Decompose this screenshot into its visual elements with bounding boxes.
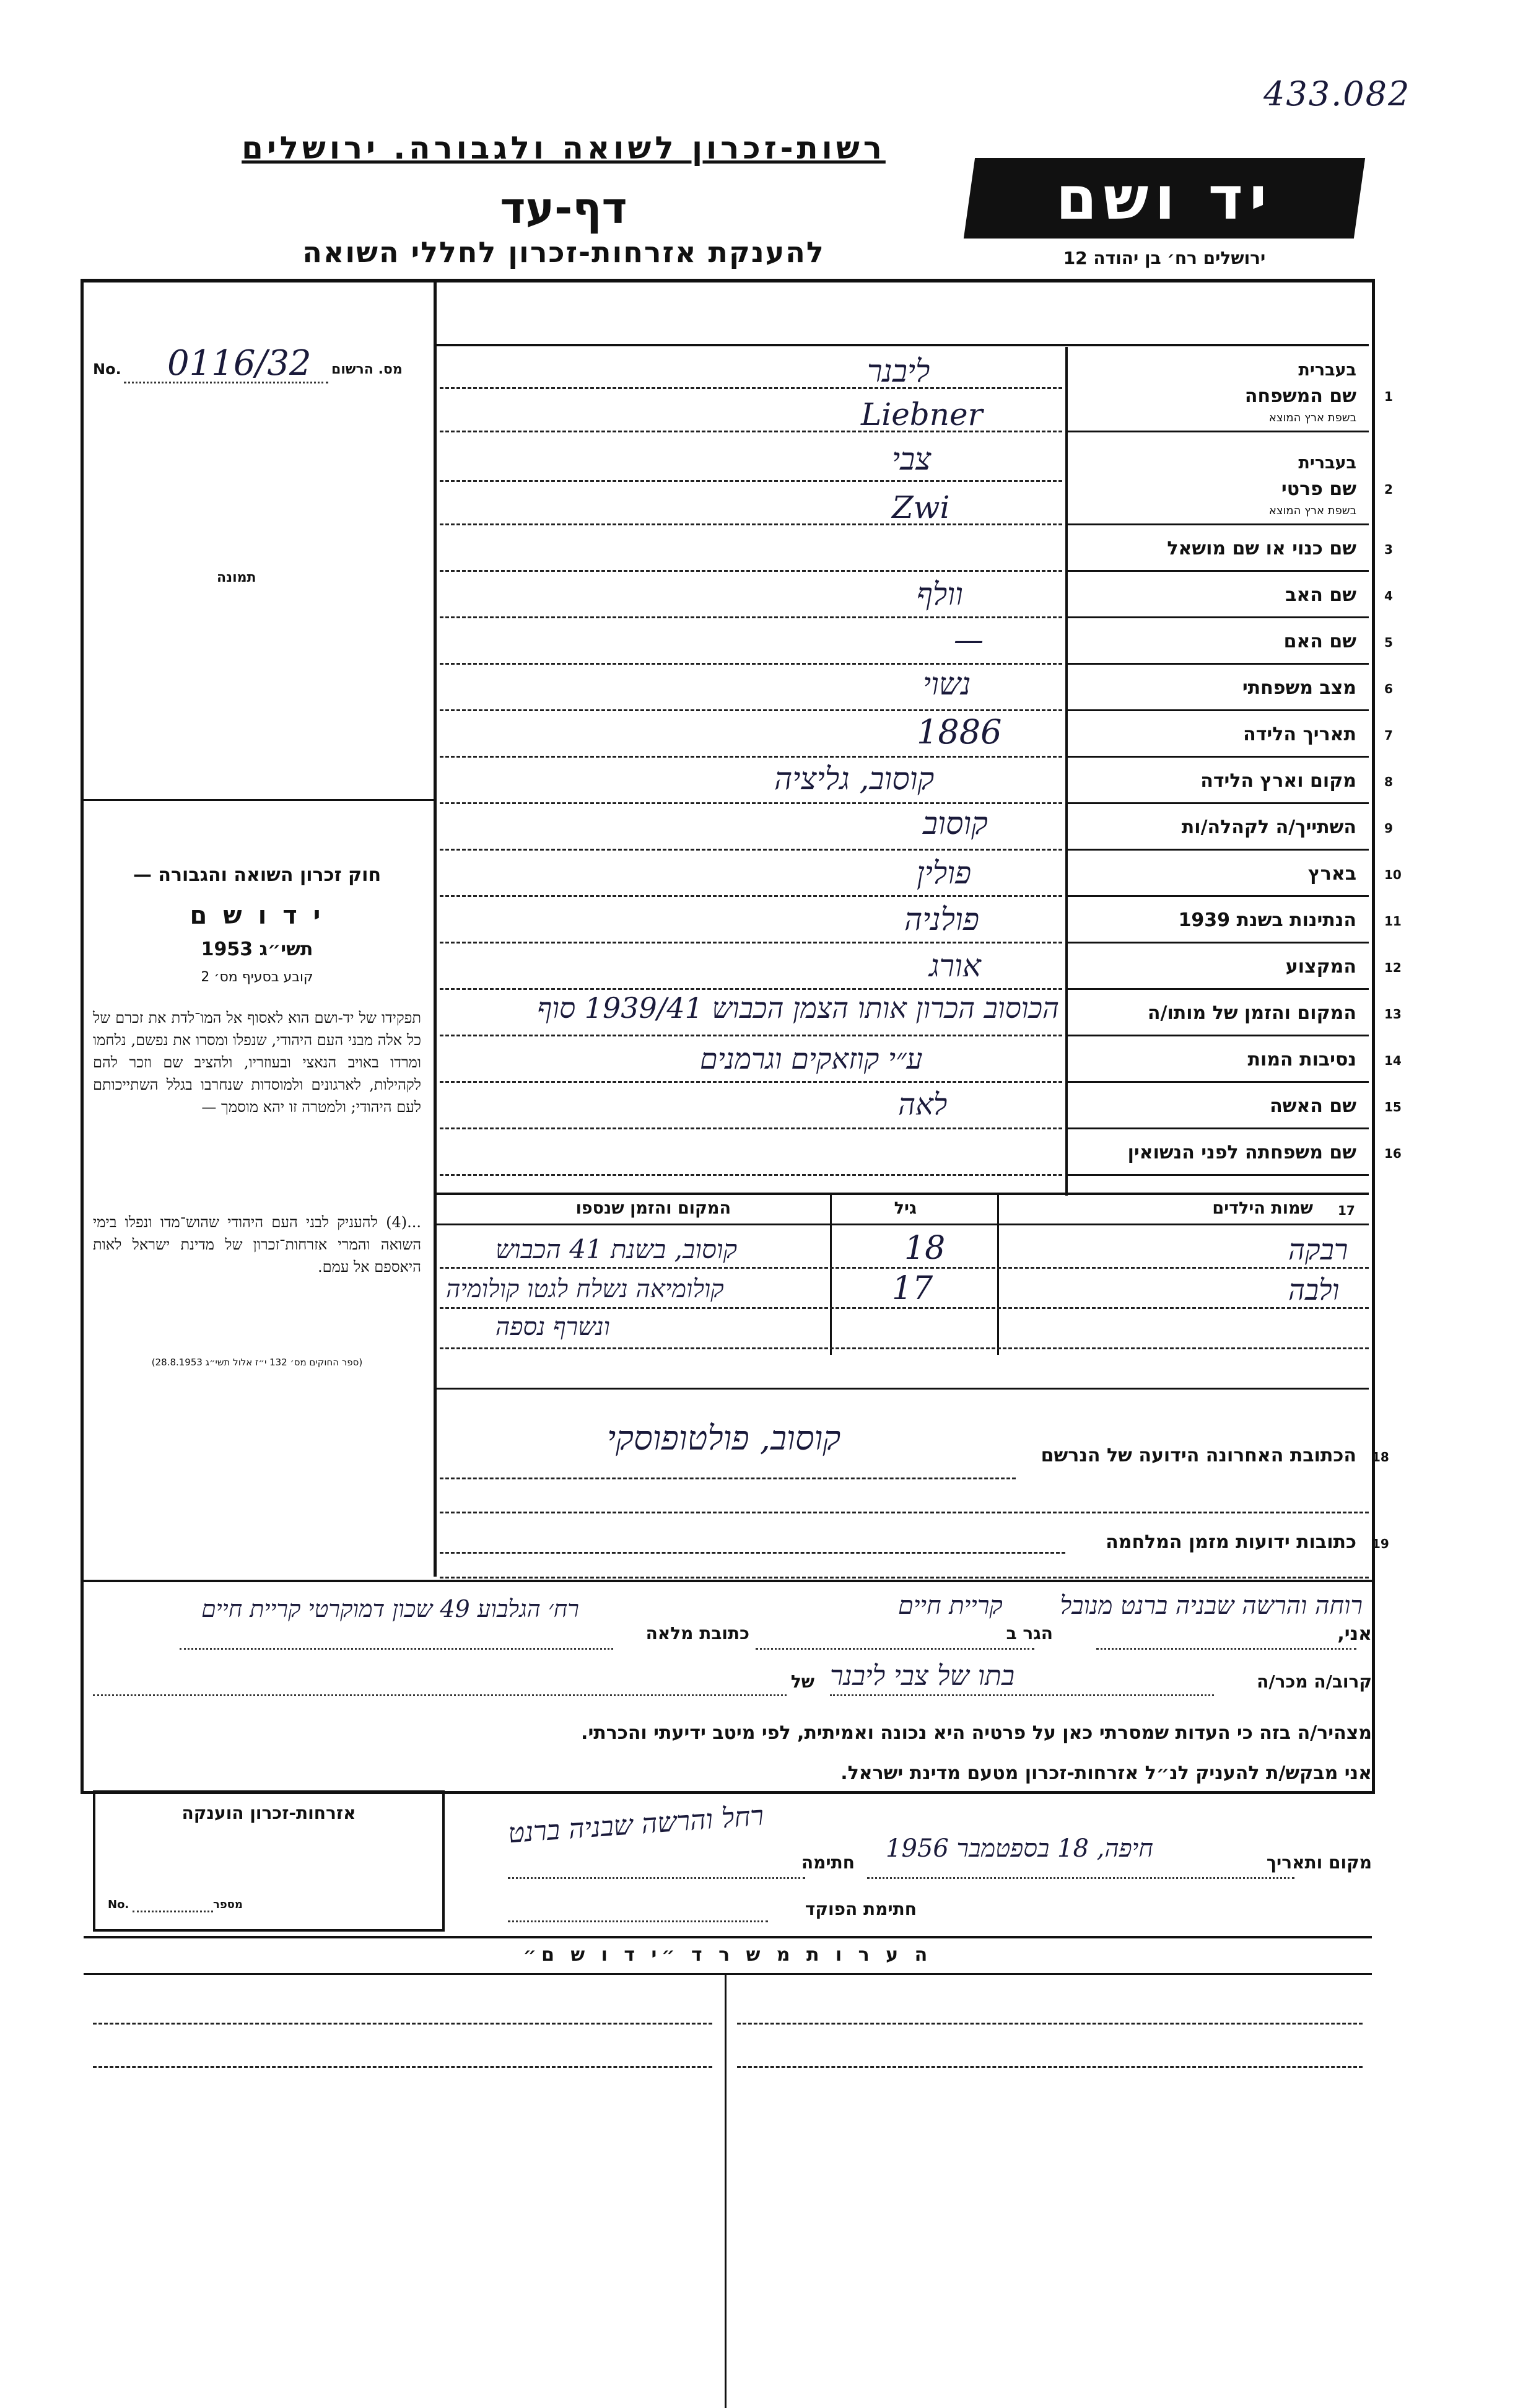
- field-8-number: 8: [1384, 774, 1393, 789]
- law-clause: קובע בסעיף מס׳ 2: [201, 970, 313, 985]
- field-5-number: 5: [1384, 635, 1393, 650]
- signature-label: חתימה: [801, 1852, 855, 1873]
- logo-address: ירושלים רח׳ בן יהודה 12: [1063, 248, 1266, 268]
- logo-text: יד ושם: [1055, 164, 1273, 233]
- field-2-value-hebrew[interactable]: צבי: [892, 441, 932, 477]
- field-1-number: 1: [1384, 389, 1393, 404]
- child-2-place-extra[interactable]: ונשרף נספה: [495, 1313, 610, 1341]
- children-col-place: המקום והזמן שנספו: [575, 1199, 731, 1218]
- field-12-value[interactable]: אורג: [929, 948, 981, 984]
- label-column-divider: [1065, 347, 1068, 1196]
- field-2-label: שם פרטי: [1281, 478, 1356, 500]
- field-5-label: שם האם: [1283, 631, 1356, 652]
- grant-box-no-label: No.: [108, 1898, 129, 1911]
- field-17-number: 17: [1338, 1203, 1355, 1218]
- field-1-value-hebrew[interactable]: ליבנר: [867, 353, 930, 389]
- field-10-label: בארץ: [1307, 863, 1356, 885]
- yad-vashem-logo: [964, 158, 1365, 239]
- field-4-label: שם האב: [1285, 584, 1356, 606]
- field-14-number: 14: [1384, 1053, 1402, 1068]
- left-column-divider: [434, 282, 437, 1577]
- field-3-label: שם כנוי או שם מושאל: [1167, 538, 1356, 559]
- field-9-number: 9: [1384, 821, 1393, 836]
- declaration-request: אני מבקש/ת להעניק לנ״ל אזרחות-זכרון מטעם מדינת ישראל.: [840, 1762, 1372, 1784]
- declarant-city[interactable]: קריית חיים: [898, 1591, 1003, 1620]
- law-title: חוק זכרון השואה והגבורה —: [133, 864, 382, 886]
- children-col-age: גיל: [894, 1199, 917, 1218]
- field-18-value[interactable]: קוסוב, פולטופוסקי: [607, 1419, 841, 1458]
- of-label: של: [790, 1671, 814, 1692]
- field-1-sub-origin: בשפת ארץ המוצא: [1268, 411, 1356, 424]
- declarant-address[interactable]: רח׳ הגלבוע 49 שכון דמוקרטי קריית חיים: [201, 1595, 579, 1622]
- field-13-label: המקום והזמן של מותו/ה: [1147, 1002, 1356, 1024]
- field-2-value-origin[interactable]: Zwi: [892, 489, 950, 525]
- field-13-value[interactable]: הכוסוב הכרון אותו הצמן הכבוש 1939/41 סוף: [537, 991, 1059, 1025]
- field-11-value[interactable]: פולניה: [904, 901, 980, 937]
- law-footnote: (ספר החוקים מס׳ 132 י״ז אלול תשי״ג 28.8.1953): [151, 1357, 363, 1368]
- field-4-number: 4: [1384, 589, 1393, 603]
- field-6-value[interactable]: נשוי: [923, 666, 971, 702]
- relative-value[interactable]: בתו של צבי ליבנר: [830, 1660, 1015, 1692]
- field-10-value[interactable]: פולין: [917, 855, 972, 891]
- children-col-names: שמות הילדים: [1212, 1199, 1313, 1218]
- field-11-number: 11: [1384, 914, 1402, 929]
- field-18-number: 18: [1372, 1450, 1389, 1465]
- field-6-number: 6: [1384, 681, 1393, 696]
- field-19-label: כתובות ידועות מזמן המלחמה: [1106, 1531, 1356, 1553]
- field-4-value[interactable]: וולף: [917, 576, 963, 612]
- child-1-age[interactable]: 18: [904, 1230, 946, 1267]
- field-15-label: שם האשה: [1270, 1095, 1356, 1117]
- grant-box: [93, 1790, 445, 1932]
- field-13-number: 13: [1384, 1007, 1402, 1022]
- registration-label: מס. הרשום: [331, 362, 403, 377]
- field-12-label: המקצוע: [1285, 956, 1356, 978]
- field-19-number: 19: [1372, 1536, 1389, 1551]
- field-8-label: מקום וארץ הלידה: [1200, 770, 1356, 792]
- field-10-number: 10: [1384, 867, 1402, 882]
- child-2-name[interactable]: ולבה: [1288, 1273, 1340, 1307]
- law-name: י ד ו ש ם: [190, 901, 325, 930]
- field-5-value[interactable]: —: [954, 623, 984, 657]
- declarant-full-address-label: כתובת מלאה: [645, 1623, 749, 1644]
- field-11-label: הנתינות בשנת 1939: [1178, 909, 1356, 931]
- registration-number-value: 0116/32: [167, 343, 312, 383]
- field-2-sub-origin: בשפת ארץ המוצא: [1268, 504, 1356, 517]
- declaration-statement: מצהיר/ה בזה כי העדות שמסרתי כאן על פרטיה היא נכונה ואמיתית, לפי מיטב ידיעתי והכרתי.: [581, 1722, 1372, 1744]
- law-year: תשי״ג 1953: [201, 939, 313, 960]
- field-16-label: שם משפחתה לפני הנשואין: [1127, 1142, 1356, 1163]
- field-15-value[interactable]: לאה: [898, 1087, 948, 1122]
- field-16-number: 16: [1384, 1146, 1402, 1161]
- child-2-age[interactable]: 17: [892, 1270, 933, 1307]
- field-14-value[interactable]: ע״י קוזאקים וגרמנים: [700, 1042, 923, 1075]
- office-notes-heading: ה ע ר ו ת מ ש ר ד ״י ד ו ש ם״: [523, 1944, 933, 1966]
- declarant-resides-label: הגר ב: [1006, 1623, 1053, 1644]
- registration-no-label: No.: [93, 361, 121, 378]
- field-7-value[interactable]: 1886: [917, 712, 1002, 751]
- field-7-number: 7: [1384, 728, 1393, 743]
- place-date-label: מקום ותאריך: [1266, 1852, 1372, 1873]
- form-subtitle: להענקת אזרחות-זכרון לחללי השואה: [302, 235, 825, 269]
- field-14-label: נסיבות המות: [1247, 1049, 1356, 1070]
- photo-placeholder-label: תמונה: [217, 570, 256, 585]
- field-12-number: 12: [1384, 960, 1402, 975]
- field-7-label: תאריך הלידה: [1243, 724, 1356, 745]
- grant-box-title: אזרחות-זכרון הוענקה: [181, 1803, 356, 1823]
- field-6-label: מצב משפחתי: [1242, 677, 1356, 699]
- archive-number: 433.082: [1263, 74, 1411, 113]
- field-2-sub-hebrew: בעברית: [1298, 453, 1356, 473]
- form-title: דף-עד: [500, 183, 627, 234]
- field-9-label: השתייך/ה לקהלה/ות: [1181, 817, 1356, 838]
- field-1-sub-hebrew: בעברית: [1298, 361, 1356, 380]
- child-1-name[interactable]: רבקה: [1288, 1233, 1348, 1266]
- authority-name: רשות-זכרון לשואה ולגבורה. ירושלים: [242, 130, 886, 166]
- field-15-number: 15: [1384, 1100, 1402, 1114]
- child-1-place[interactable]: קוסוב, בשנת 41 הכבוש: [495, 1234, 738, 1264]
- law-paragraph-1: תפקידו של יד-ושם הוא לאסוף אל המו־לדת את זכרם של כל אלה מבני העם היהודי, שנפלו ומסרו את נפשם, נלחמו ומרדו באויב הנאצי ובעוזריו, ולהציב שם וזכר להם לקהילות, לארגונים ולמוסדות שנחרבו בגלל השתייכותם לעם היהודי; ולמטרה זו יהא מוסמך —: [93, 1009, 421, 1116]
- law-paragraph-2: ...(4) להעניק לבני העם היהודי שהוש־מדו ונפלו בימי השואה והמרי אזרחות־זכרון של מדינת ישראל לאות היאספם אל עמם.: [93, 1214, 421, 1276]
- child-2-place[interactable]: קולומיאה נשלח לגטו קולומיה: [446, 1275, 724, 1303]
- officer-signature-label: חתימת הפוקד: [805, 1899, 917, 1919]
- grant-box-number-label: מספר: [213, 1898, 243, 1911]
- registration-number-field[interactable]: [93, 343, 421, 384]
- field-18-label: הכתובת האחרונה הידועה של הנרשם: [1041, 1445, 1356, 1466]
- field-9-value[interactable]: קוסוב: [923, 805, 988, 841]
- place-date-value[interactable]: חיפה, 18 בספטמבר 1956: [886, 1834, 1153, 1863]
- signature-value[interactable]: רחל והרשה שבניה ברנט: [507, 1800, 765, 1850]
- field-1-value-origin[interactable]: Liebner: [861, 396, 983, 432]
- declarant-i-label: אני,: [1337, 1623, 1372, 1645]
- field-1-label: שם המשפחה: [1244, 385, 1356, 407]
- field-3-number: 3: [1384, 542, 1393, 557]
- declarant-name[interactable]: רוחה והרשה שבניה ברנט מנובל: [1060, 1591, 1363, 1620]
- field-8-value[interactable]: קוסוב, גליציה: [774, 761, 935, 797]
- relative-label: קרוב/ה מכר/ה: [1257, 1671, 1372, 1692]
- field-2-number: 2: [1384, 482, 1393, 497]
